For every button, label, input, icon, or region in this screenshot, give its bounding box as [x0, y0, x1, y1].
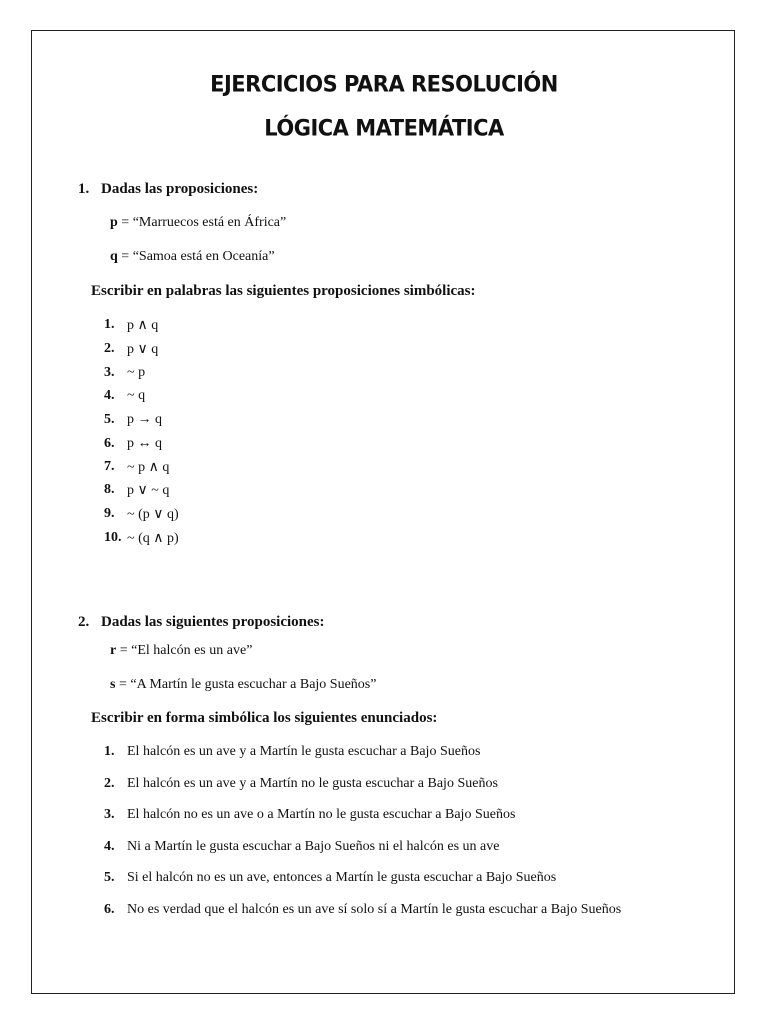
- list-item-number: 5.: [104, 870, 115, 885]
- proposition-s: [110, 677, 376, 693]
- proposition-eq: =: [117, 249, 133, 264]
- list-item: No es verdad que el halcón es un ave sí solo sí a Martín le gusta escuchar a Bajo Sueños: [127, 902, 622, 917]
- proposition-eq: =: [117, 215, 133, 230]
- proposition-text: “Samoa está en Oceanía”: [132, 249, 275, 264]
- list-item: ~ p: [127, 365, 146, 380]
- list-item: p → q: [127, 412, 162, 427]
- list-item-number: 8.: [104, 482, 115, 497]
- proposition-eq: =: [116, 643, 132, 658]
- document-title: EJERCICIOS PARA RESOLUCIÓN: [210, 71, 558, 97]
- list-item: ~ (q ∧ p): [127, 531, 179, 546]
- list-item: ~ (p ∨ q): [127, 507, 179, 522]
- section-1-instruction: Escribir en palabras las siguientes proposiciones simbólicas:: [91, 283, 476, 299]
- list-item: p ∨ ~ q: [127, 483, 170, 498]
- list-item: p ↔ q: [127, 436, 162, 451]
- section-2-heading: Dadas las siguientes proposiciones:: [101, 614, 325, 630]
- list-item-number: 3.: [104, 807, 115, 822]
- proposition-var: p: [110, 215, 118, 230]
- list-item-number: 1.: [104, 744, 115, 759]
- section-1-heading: Dadas las proposiciones:: [101, 181, 259, 197]
- proposition-q: [110, 249, 275, 265]
- proposition-r: [110, 643, 252, 659]
- list-item-number: 4.: [104, 839, 115, 854]
- list-item-number: 10.: [104, 530, 122, 545]
- proposition-eq: =: [115, 677, 131, 692]
- list-item-number: 6.: [104, 902, 115, 917]
- list-item-number: 1.: [104, 317, 115, 332]
- list-item: Si el halcón no es un ave, entonces a Martín le gusta escuchar a Bajo Sueños: [127, 870, 557, 885]
- proposition-var: q: [110, 249, 118, 264]
- section-2-number: 2.: [78, 614, 90, 630]
- proposition-var: r: [110, 643, 117, 658]
- list-item-number: 2.: [104, 776, 115, 791]
- list-item: El halcón no es un ave o a Martín no le gusta escuchar a Bajo Sueños: [127, 807, 516, 822]
- section-1-number: 1.: [78, 181, 90, 197]
- proposition-var: s: [110, 677, 116, 692]
- proposition-text: “Marruecos está en África”: [132, 215, 287, 230]
- proposition-text: “A Martín le gusta escuchar a Bajo Sueños”: [130, 677, 377, 692]
- proposition-p: [110, 215, 286, 231]
- list-item: El halcón es un ave y a Martín no le gusta escuchar a Bajo Sueños: [127, 776, 498, 791]
- list-item: p ∧ q: [127, 318, 159, 333]
- list-item: Ni a Martín le gusta escuchar a Bajo Sueños ni el halcón es un ave: [127, 839, 500, 854]
- list-item-number: 6.: [104, 436, 115, 451]
- list-item-number: 5.: [104, 412, 115, 427]
- document-subtitle: LÓGICA MATEMÁTICA: [264, 115, 504, 141]
- list-item-number: 7.: [104, 459, 115, 474]
- list-item-number: 3.: [104, 365, 115, 380]
- list-item-number: 2.: [104, 341, 115, 356]
- list-item-number: 4.: [104, 388, 115, 403]
- list-item-number: 9.: [104, 506, 115, 521]
- proposition-text: “El halcón es un ave”: [131, 643, 253, 658]
- list-item: El halcón es un ave y a Martín le gusta escuchar a Bajo Sueños: [127, 744, 481, 759]
- list-item: ~ q: [127, 388, 146, 403]
- list-item: p ∨ q: [127, 342, 159, 357]
- list-item: ~ p ∧ q: [127, 460, 170, 475]
- section-2-instruction: Escribir en forma simbólica los siguientes enunciados:: [91, 710, 438, 726]
